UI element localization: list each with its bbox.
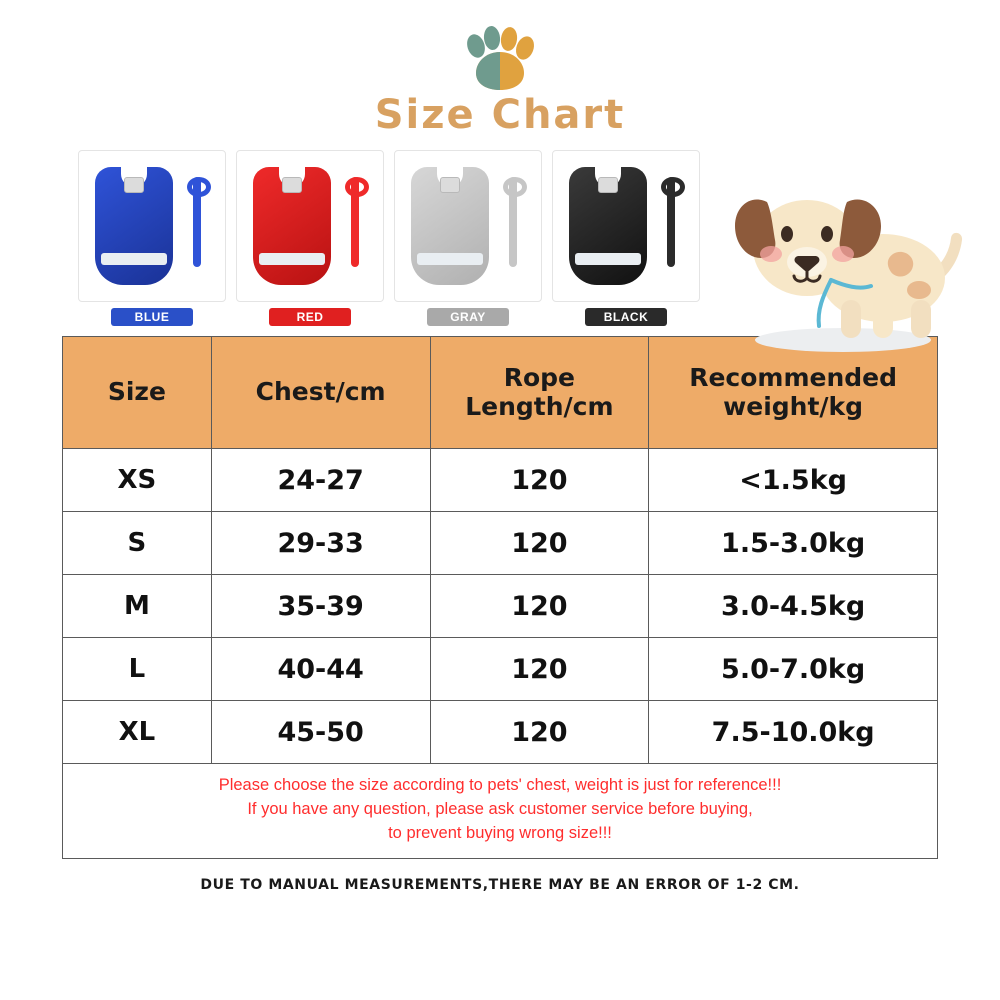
harness-blue-image — [78, 150, 226, 302]
notice-line-2: If you have any question, please ask customer service before buying, — [247, 799, 753, 818]
cell-chest: 45-50 — [211, 701, 430, 764]
color-label-blue: BLUE — [111, 308, 193, 326]
cell-chest: 29-33 — [211, 512, 430, 575]
color-variant-black[interactable] — [552, 150, 700, 326]
cell-chest: 24-27 — [211, 449, 430, 512]
size-notice — [62, 764, 938, 859]
page-title: Size Chart — [374, 92, 626, 138]
header-rope-length: Rope Length/cm — [430, 337, 649, 449]
cell-rope: 120 — [430, 701, 649, 764]
header-recommended-weight: Recommended weight/kg — [649, 337, 938, 449]
buckle-icon — [124, 177, 144, 193]
cell-chest: 40-44 — [211, 638, 430, 701]
size-chart-table — [62, 336, 938, 764]
cell-weight: 3.0-4.5kg — [649, 575, 938, 638]
color-label-gray: GRAY — [427, 308, 509, 326]
table-row — [63, 575, 938, 638]
cell-size: S — [63, 512, 212, 575]
page-header — [0, 0, 1000, 138]
color-variant-blue[interactable] — [78, 150, 226, 326]
cell-size: L — [63, 638, 212, 701]
paw-print-icon — [0, 26, 1000, 96]
dog-wearing-harness-illustration — [723, 158, 978, 358]
color-label-red: RED — [269, 308, 351, 326]
cell-weight: <1.5kg — [649, 449, 938, 512]
harness-gray-image — [394, 150, 542, 302]
cell-chest: 35-39 — [211, 575, 430, 638]
buckle-icon — [598, 177, 618, 193]
color-label-black: BLACK — [585, 308, 667, 326]
table-row — [63, 638, 938, 701]
harness-red-image — [236, 150, 384, 302]
cell-size: XL — [63, 701, 212, 764]
cell-weight: 1.5-3.0kg — [649, 512, 938, 575]
cell-rope: 120 — [430, 575, 649, 638]
cell-size: XS — [63, 449, 212, 512]
header-chest: Chest/cm — [211, 337, 430, 449]
cell-rope: 120 — [430, 512, 649, 575]
color-variant-red[interactable] — [236, 150, 384, 326]
header-size: Size — [63, 337, 212, 449]
notice-line-1: Please choose the size according to pets' chest, weight is just for reference!!! — [218, 776, 782, 794]
table-row — [63, 512, 938, 575]
cell-weight: 7.5-10.0kg — [649, 701, 938, 764]
cell-size: M — [63, 575, 212, 638]
notice-line-3: to prevent buying wrong size!!! — [388, 823, 612, 842]
cell-rope: 120 — [430, 449, 649, 512]
table-row — [63, 701, 938, 764]
buckle-icon — [282, 177, 302, 193]
measurement-disclaimer: DUE TO MANUAL MEASUREMENTS,THERE MAY BE AN ERROR OF 1-2 CM. — [200, 876, 800, 893]
cell-weight: 5.0-7.0kg — [649, 638, 938, 701]
cell-rope: 120 — [430, 638, 649, 701]
table-row — [63, 449, 938, 512]
buckle-icon — [440, 177, 460, 193]
color-variant-gray[interactable] — [394, 150, 542, 326]
size-chart-table-wrapper — [0, 326, 1000, 764]
harness-black-image — [552, 150, 700, 302]
